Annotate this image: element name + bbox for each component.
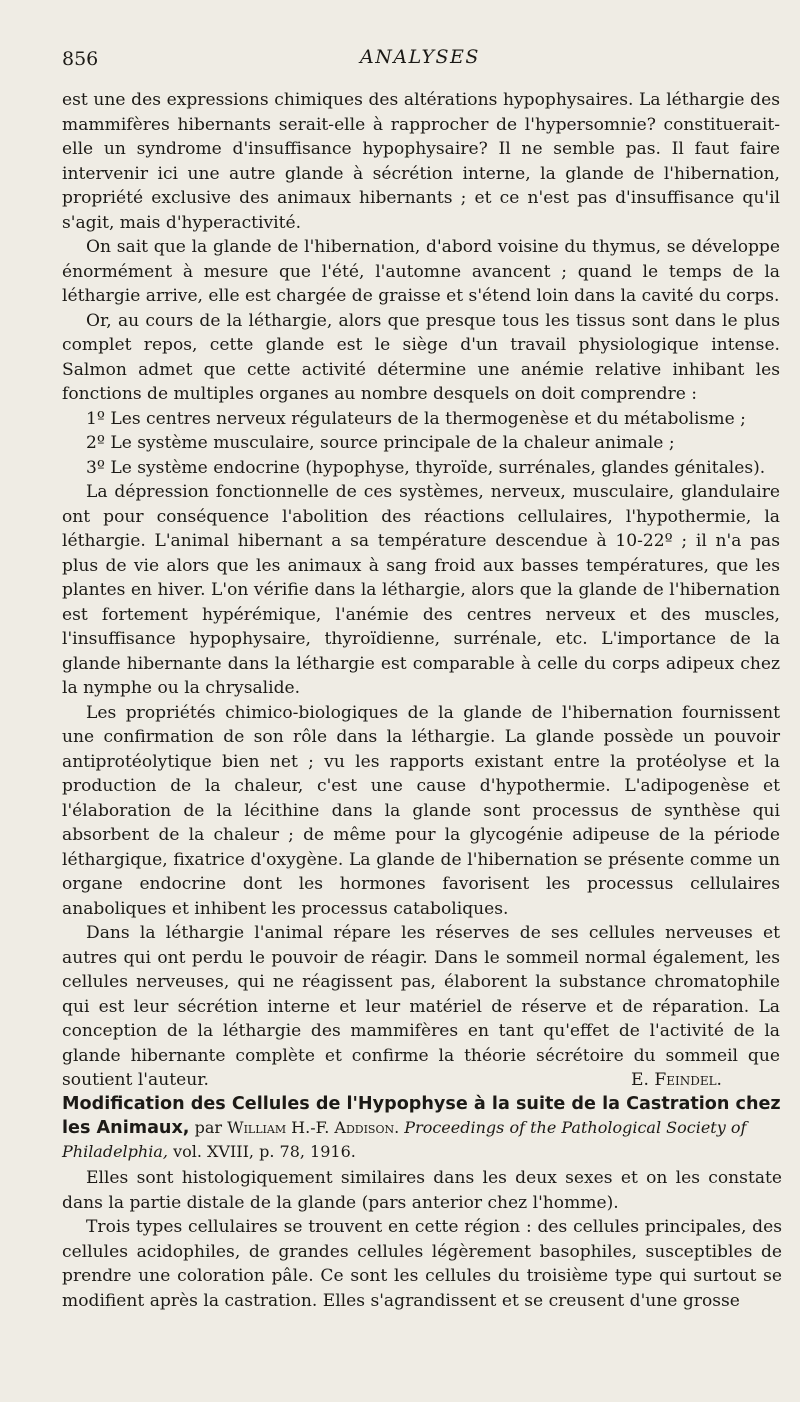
article2-body bbox=[62, 1166, 782, 1314]
article-body bbox=[62, 88, 780, 1093]
paragraph: La dépression fonctionnelle de ces systèmes, nerveux, musculaire, glandulaire ont pour conséquence l'abolition des réactions cellulaires, l'hypothermie, la léthargie. L'animal hibernant a sa température descendue à 10-22º ; il n'a pas plus de vie alors que les animaux à sang froid aux basses températures, que les plantes en hiver. L'on vérifie dans la léthargie, alors que la glande de l'hibernation est fortement hypérémique, l'anémie des centres nerveux et des muscles, l'insuffisance hypophysaire, thyroïdienne, surrénale, etc. L'importance de la glande hibernante dans la léthargie est comparable à celle du corps adipeux chez la nymphe ou la chrysalide. bbox=[62, 482, 780, 698]
paragraph: Elles sont histologiquement similaires dans les deux sexes et on les constate dans la partie distale de la glande (pars anterior chez l'homme). bbox=[62, 1168, 782, 1213]
article-reference: vol. XVIII, p. 78, 1916. bbox=[173, 1142, 356, 1161]
article-title: Modification des Cellules de l'Hypophyse à la suite de la Castration chez les Animaux, bbox=[62, 1094, 781, 1138]
article-journal: Proceedings of the Pathological Society of Philadelphia, bbox=[62, 1118, 747, 1161]
paragraph: Or, au cours de la léthargie, alors que presque tous les tissus sont dans le plus complet repos, cette glande est le siège d'un travail physiologique intense. Salmon admet que cette activité détermine une anémie relative inhibant les fonctions de multiples organes au nombre desquels on doit comprendre : bbox=[62, 310, 780, 404]
article-title-block bbox=[62, 1092, 782, 1163]
running-title: ANALYSES bbox=[360, 46, 480, 68]
paragraph: Dans la léthargie l'animal répare les réserves de ses cellules nerveuses et autres qui ont perdu le pouvoir de réagir. Dans le sommeil normal également, les cellules nerveuses, qui ne réagissent pas, élaborent la substance chromatophile qui est leur sécrétion interne et leur matériel de réserve et de réparation. La conception de la léthargie des mammifères en tant qu'effet de l'activité de la glande hibernante complète et confirme la théorie sécrétoire du sommeil que soutient l'auteur. bbox=[62, 923, 780, 1090]
list-item: 1º Les centres nerveux régulateurs de la thermogenèse et du métabolisme ; bbox=[86, 408, 746, 429]
paragraph: est une des expressions chimiques des altérations hypophysaires. La léthargie des mammifères hibernants serait-elle à rapprocher de l'hypersomnie? constituerait-elle un syndrome d'insuffisance hypophysaire? Il ne semble pas. Il faut faire intervenir ici une autre glande à sécrétion interne, la glande de l'hibernation, propriété exclusive des animaux hibernants ; et ce n'est pas d'insuffisance qu'il s'agit, mais d'hyperactivité. bbox=[62, 90, 780, 233]
paragraph: On sait que la glande de l'hibernation, d'abord voisine du thymus, se développe énormément à mesure que l'été, l'automne avancent ; quand le temps de la léthargie arrive, elle est chargée de graisse et s'étend loin dans la cavité du corps. bbox=[62, 237, 780, 306]
article-author: William H.-F. Addison. bbox=[227, 1118, 400, 1137]
list-item: 2º Le système musculaire, source principale de la chaleur animale ; bbox=[86, 433, 675, 453]
paragraph: Trois types cellulaires se trouvent en cette région : des cellules principales, des cellules acidophiles, de grandes cellules légèrement basophiles, susceptibles de prendre une coloration pâle. Ce sont les cellules du troisième type qui surtout se modifient après la castration. Elles s'agrandissent et se creusent d'une grosse bbox=[62, 1217, 782, 1311]
article-by: par bbox=[194, 1118, 223, 1137]
page-header bbox=[62, 46, 778, 76]
author-signature: E. Feindel. bbox=[631, 1070, 722, 1090]
page-number: 856 bbox=[62, 48, 99, 70]
list-item: 3º Le système endocrine (hypophyse, thyroïde, surrénales, glandes génitales). bbox=[86, 457, 766, 478]
paragraph: Les propriétés chimico-biologiques de la glande de l'hibernation fournissent une confirmation de son rôle dans la léthargie. La glande possède un pouvoir antiprotéolytique bien net ; vu les rapports existant entre la protéolyse et la production de la chaleur, c'est une cause d'hypothermie. L'adipogenèse et l'élaboration de la lécithine dans la glande sont processus de synthèse qui absorbent de la chaleur ; de même pour la glycogénie adipeuse de la période léthargique, fixatrice d'oxygène. La glande de l'hibernation se présente comme un organe endocrine dont les hormones favorisent les processus cellulaires anaboliques et inhibent les processus cataboliques. bbox=[62, 702, 780, 919]
